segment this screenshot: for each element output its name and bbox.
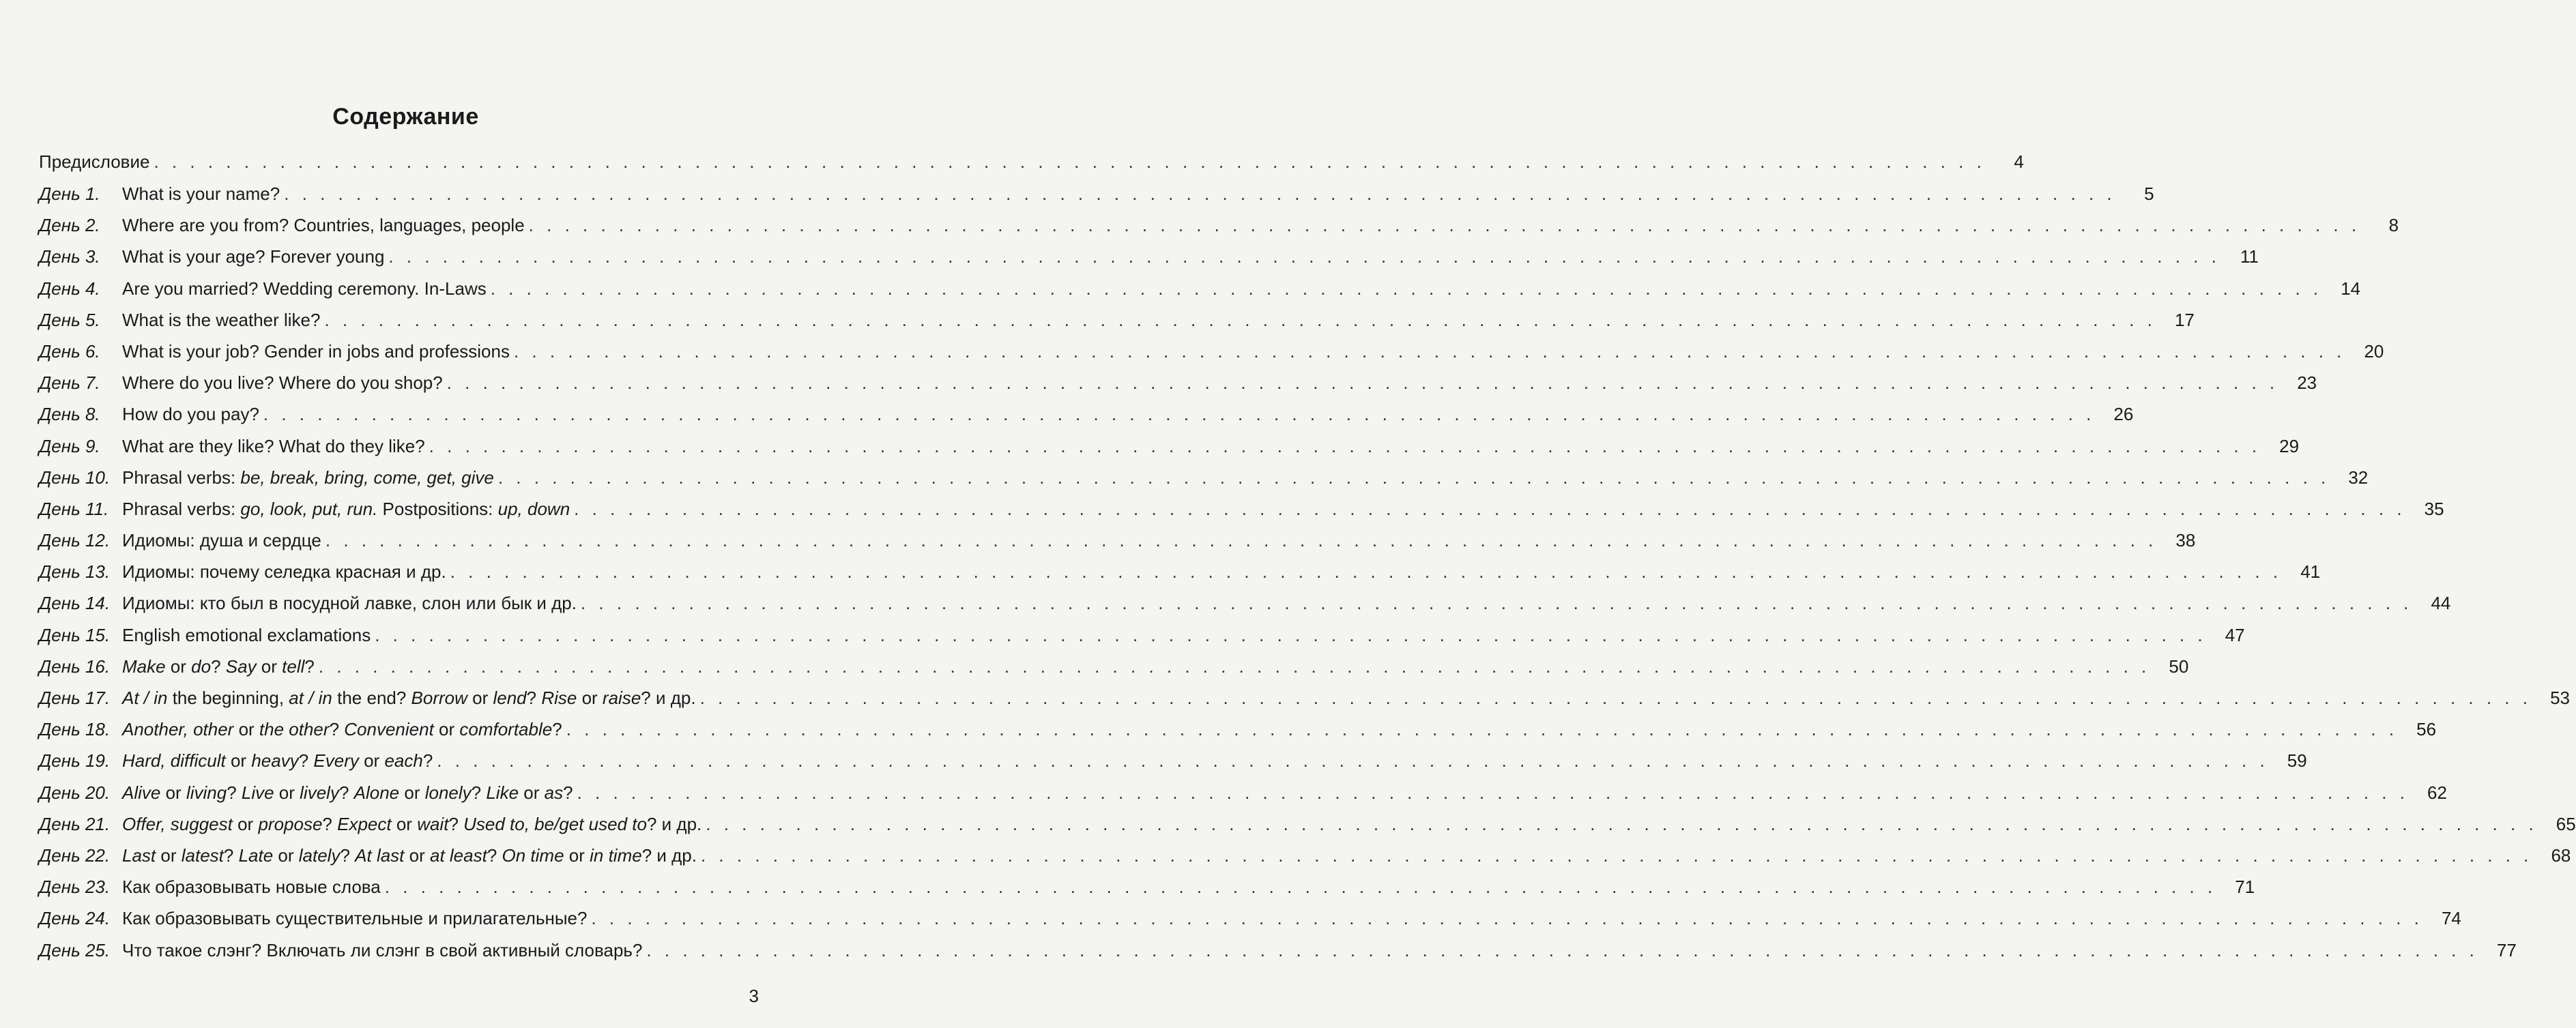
toc-title-italic-part: Used to, be/get used to [463,813,647,834]
toc-title-part: or [577,688,603,708]
toc-entry-label: День 20. [39,782,111,803]
toc-entry-label: Предисловие [39,151,150,172]
toc-entry-title [122,625,371,646]
toc-title-part: or [156,845,182,866]
toc-entry-title [122,530,321,551]
toc-title-italic-part: be, break, bring, come, get, give [240,467,494,488]
toc-title-italic-part: At last [355,845,405,866]
toc-entry-page: 11 [2240,246,2259,267]
toc-title-italic-part: each [384,750,423,772]
toc-title-part: ? [304,656,315,677]
toc-title-part: or [404,845,430,866]
page-title: Содержание [332,104,479,130]
toc-title-part: English emotional exclamations [122,624,371,645]
toc-entry-page: 77 [2496,939,2517,960]
toc-leader-dots [429,436,2261,457]
toc-entry [39,372,2317,404]
toc-entry [39,656,2189,688]
toc-title-italic-part: Like [486,782,519,803]
toc-entry-title [122,561,446,583]
toc-entry-label: День 12. [39,530,111,551]
toc-title-part: ? [223,845,239,866]
toc-entry-page: 23 [2297,372,2317,394]
toc-title-part: ? [487,845,502,866]
toc-entry-page: 41 [2300,561,2321,583]
toc-entry-page: 38 [2175,530,2196,551]
toc-entry-title [122,499,570,520]
toc-title-italic-part: At / in [122,688,168,708]
toc-title-italic-part: living [186,782,227,803]
toc-entry-title [122,436,425,457]
toc-title-italic-part: Borrow [411,688,467,708]
toc-entry-title [122,278,487,299]
toc-title-italic-part: Late [238,845,274,866]
toc-title-italic-part: propose [258,813,323,834]
toc-entry-label: День 22. [39,845,111,866]
toc-entry-page: 4 [2014,151,2024,172]
toc-entry [39,404,2134,435]
toc-title-part: Where do you live? Where do you shop? [122,372,443,394]
toc-entry-page: 74 [2441,908,2461,929]
toc-title-italic-part: Last [122,845,156,866]
toc-entry-label: День 24. [39,908,111,929]
toc-entry-page: 17 [2174,309,2195,330]
toc-title-italic-part: Make [122,656,166,677]
toc-leader-dots [388,246,2220,267]
toc-entry-title [122,467,494,488]
toc-entry-label: День 4. [39,278,100,299]
toc-entry-page: 29 [2279,435,2300,456]
toc-title-part: or [273,845,299,866]
toc-title-italic-part: do [191,656,212,677]
toc-entry-page: 47 [2225,624,2245,645]
toc-entry-label: День 11. [39,498,109,519]
toc-title-part: the end? [332,688,411,708]
toc-entry-page: 26 [2113,404,2134,425]
toc-title-part: Phrasal verbs: [122,467,241,488]
toc-entry-page: 71 [2235,877,2255,898]
toc-leader-dots [385,877,2216,898]
toc-title-italic-part: heavy [251,750,299,772]
toc-entry-page: 5 [2144,183,2154,204]
toc-title-part: ? [526,688,542,708]
toc-title-italic-part: Expect [337,813,392,834]
toc-title-part: Идиомы: кто был в посудной лавке, слон или бык и др. [122,593,577,614]
toc-leader-dots [319,656,2150,677]
toc-entry-title [122,940,642,961]
toc-entry-page: 8 [2388,215,2399,236]
toc-title-part: Как образовывать существительные и прилагательные? [122,908,588,929]
toc-entry-label: День 1. [39,183,100,204]
toc-title-italic-part: latest [181,845,224,866]
toc-title-italic-part: Another, other [122,719,234,740]
toc-entry-title [122,782,573,804]
toc-title-italic-part: raise [602,688,641,708]
toc-title-part: or [165,656,192,677]
toc-title-part: ? [552,719,562,740]
toc-title-part: or [232,813,259,834]
toc-title-part: Phrasal verbs: [122,498,241,519]
toc-title-part: Where are you from? Countries, languages, people [122,215,525,236]
toc-entry [39,435,2300,467]
toc-title-part: Postpositions: [377,498,498,519]
toc-title-part: ? и др. [641,688,696,708]
toc-title-italic-part: as [544,782,564,803]
toc-entry [39,750,2307,782]
toc-leader-dots [284,183,2115,205]
toc-entry-title [122,372,443,394]
toc-entry-title [122,246,384,267]
toc-entry-label: День 13. [39,561,111,583]
toc-title-italic-part: wait [417,813,449,834]
toc-title-italic-part: comfortable [459,719,553,740]
toc-title-italic-part: lately [298,845,341,866]
toc-leader-dots [154,151,1985,173]
toc-entry-label: День 21. [39,813,111,834]
toc-entry [39,309,2195,341]
toc-leader-dots [646,940,2478,961]
toc-leader-dots [566,719,2398,740]
toc-leader-dots [447,372,2278,394]
toc-entry [39,845,2571,877]
page-number: 3 [749,986,759,1006]
toc-leader-dots [491,278,2322,299]
toc-leader-dots [375,625,2206,646]
toc-title-part: Что такое слэнг? Включать ли слэнг в свой активный словарь? [122,939,643,960]
toc-title-part: or [399,782,425,803]
toc-entry-page: 50 [2169,656,2189,677]
toc-title-italic-part: On time [502,845,564,866]
toc-entry-title [122,719,562,740]
toc-entry-title [122,845,697,866]
toc-title-italic-part: at / in [289,688,332,708]
toc-entry-label: День 9. [39,435,100,456]
toc-title-italic-part: go, look, put, run. [240,498,378,519]
toc-title-part: ? [563,782,573,803]
toc-entry-label: День 25. [39,939,111,960]
toc-entry [39,939,2517,971]
toc-entry-title [122,404,259,425]
toc-entry [39,561,2321,593]
toc-entry [39,688,2570,719]
toc-title-part: ? [227,782,242,803]
toc-entry [39,467,2369,499]
toc-title-part: or [160,782,186,803]
toc-title-italic-part: Hard, difficult [122,750,226,772]
toc-entry-label: День 15. [39,624,111,645]
toc-title-part: or [564,845,590,866]
toc-entry-label: День 8. [39,404,100,425]
toc-entry-page: 53 [2550,688,2570,708]
toc-title-italic-part: at least [429,845,487,866]
toc-leader-dots [498,467,2330,488]
toc-title-part: What is your job? Gender in jobs and professions [122,340,510,362]
toc-title-part: or [358,750,385,772]
toc-title-italic-part: Every [313,750,359,772]
toc-title-italic-part: Convenient [344,719,434,740]
toc-entry-title [122,341,510,362]
toc-entry [39,340,2384,372]
toc-title-part: or [225,750,252,772]
toc-title-italic-part: Say [225,656,257,677]
toc-entry-label: День 2. [39,215,100,236]
toc-entry-label: День 18. [39,719,111,740]
toc-title-part: Идиомы: душа и сердце [122,530,321,551]
toc-title-part: Are you married? Wedding ceremony. In-Laws [122,278,487,299]
toc-leader-dots [706,814,2537,835]
toc-entry-title [122,215,525,236]
toc-entry-page: 20 [2364,340,2384,362]
toc-title-italic-part: in time [590,845,642,866]
toc-entry-page: 14 [2341,278,2361,299]
toc-entry [39,530,2196,561]
toc-title-part: What is your age? Forever young [122,246,385,267]
toc-leader-dots [325,530,2157,551]
toc-title-italic-part: lend [493,688,527,708]
toc-title-italic-part: Offer, suggest [122,813,233,834]
toc-entry-title [122,656,315,677]
toc-entry-title [122,877,381,898]
toc-entry [39,908,2461,939]
toc-title-part: or [433,719,460,740]
toc-title-italic-part: the other [259,719,330,740]
toc-title-italic-part: up, down [497,498,570,519]
toc-entry-label: День 10. [39,467,111,488]
toc-entry-label: День 17. [39,688,111,708]
toc-entry-page: 56 [2416,719,2437,740]
toc-title-part: What is your name? [122,183,280,204]
toc-title-part: How do you pay? [122,404,259,425]
toc-title-part: ? [422,750,433,772]
toc-entry-label: День 3. [39,246,100,267]
toc-title-part: or [391,813,418,834]
toc-title-part: ? [329,719,345,740]
toc-entry [39,624,2245,656]
toc-title-part: the beginning, [167,688,289,708]
toc-entry [39,782,2447,814]
toc-entry-label: День 7. [39,372,100,394]
toc-leader-dots [529,215,2360,236]
toc-leader-dots [577,782,2409,804]
toc-title-part: ? [298,750,314,772]
toc-title-part: ? [340,845,356,866]
toc-leader-dots [701,845,2532,866]
toc-title-italic-part: Alone [353,782,400,803]
toc-entry-page: 59 [2287,750,2307,772]
toc-entry-label: День 23. [39,877,111,898]
toc-entry-label: День 19. [39,750,111,772]
toc-entry [39,877,2255,908]
toc-title-part: or [467,688,493,708]
toc-entry [39,813,2576,845]
toc-title-part: ? и др. [641,845,697,866]
toc-entry [39,215,2399,246]
toc-entry-title [122,593,577,614]
toc-entry-title [122,310,320,331]
toc-entry-page: 65 [2556,813,2576,834]
toc-entry-title [122,183,280,205]
toc-leader-dots [324,310,2156,331]
toc-leader-dots [514,341,2345,362]
toc-entry-label: День 14. [39,593,111,614]
toc-title-part: or [519,782,545,803]
toc-title-part: ? [211,656,226,677]
toc-title-part: or [233,719,259,740]
toc-entry-label: День 16. [39,656,111,677]
toc-title-part: What are they like? What do they like? [122,435,425,456]
toc-leader-dots [437,750,2268,772]
toc-entry-label: День 5. [39,309,100,330]
toc-title-part: or [256,656,283,677]
toc-entry [39,498,2444,530]
toc-title-part: ? [322,813,338,834]
toc-title-italic-part: tell [282,656,305,677]
toc-entry [39,593,2451,624]
toc-entry-page: 44 [2431,593,2451,614]
toc-title-part: ? [338,782,354,803]
toc-entry-page: 35 [2424,498,2444,519]
toc-leader-dots [700,688,2532,709]
toc-title-part: ? [471,782,487,803]
toc-entry [39,246,2259,278]
toc-leader-dots [581,593,2412,614]
toc-title-part: or [274,782,300,803]
toc-entry-title [122,814,701,835]
toc-title-italic-part: Live [241,782,274,803]
toc-title-italic-part: Rise [541,688,577,708]
toc-title-part: What is the weather like? [122,309,321,330]
toc-title-italic-part: Alive [122,782,161,803]
table-of-contents [39,151,2576,971]
toc-entry-title [122,908,587,929]
toc-entry-page: 32 [2348,467,2369,488]
toc-entry-title [122,688,696,709]
toc-leader-dots [591,908,2422,929]
toc-title-part: ? и др. [646,813,702,834]
toc-title-part: Идиомы: почему селедка красная и др. [122,561,446,583]
toc-entry [39,151,2024,183]
toc-entry-page: 62 [2427,782,2447,803]
toc-leader-dots [574,499,2405,520]
toc-leader-dots [263,404,2095,425]
toc-title-part: Как образовывать новые слова [122,877,381,898]
toc-entry-label: День 6. [39,340,100,362]
toc-entry-title [122,750,433,772]
toc-entry [39,719,2437,750]
toc-title-italic-part: lonely [424,782,472,803]
toc-title-italic-part: lively [300,782,339,803]
toc-entry [39,183,2154,215]
toc-title-part: ? [448,813,464,834]
toc-entry-page: 68 [2551,845,2571,866]
toc-leader-dots [450,561,2282,583]
toc-entry [39,278,2361,310]
